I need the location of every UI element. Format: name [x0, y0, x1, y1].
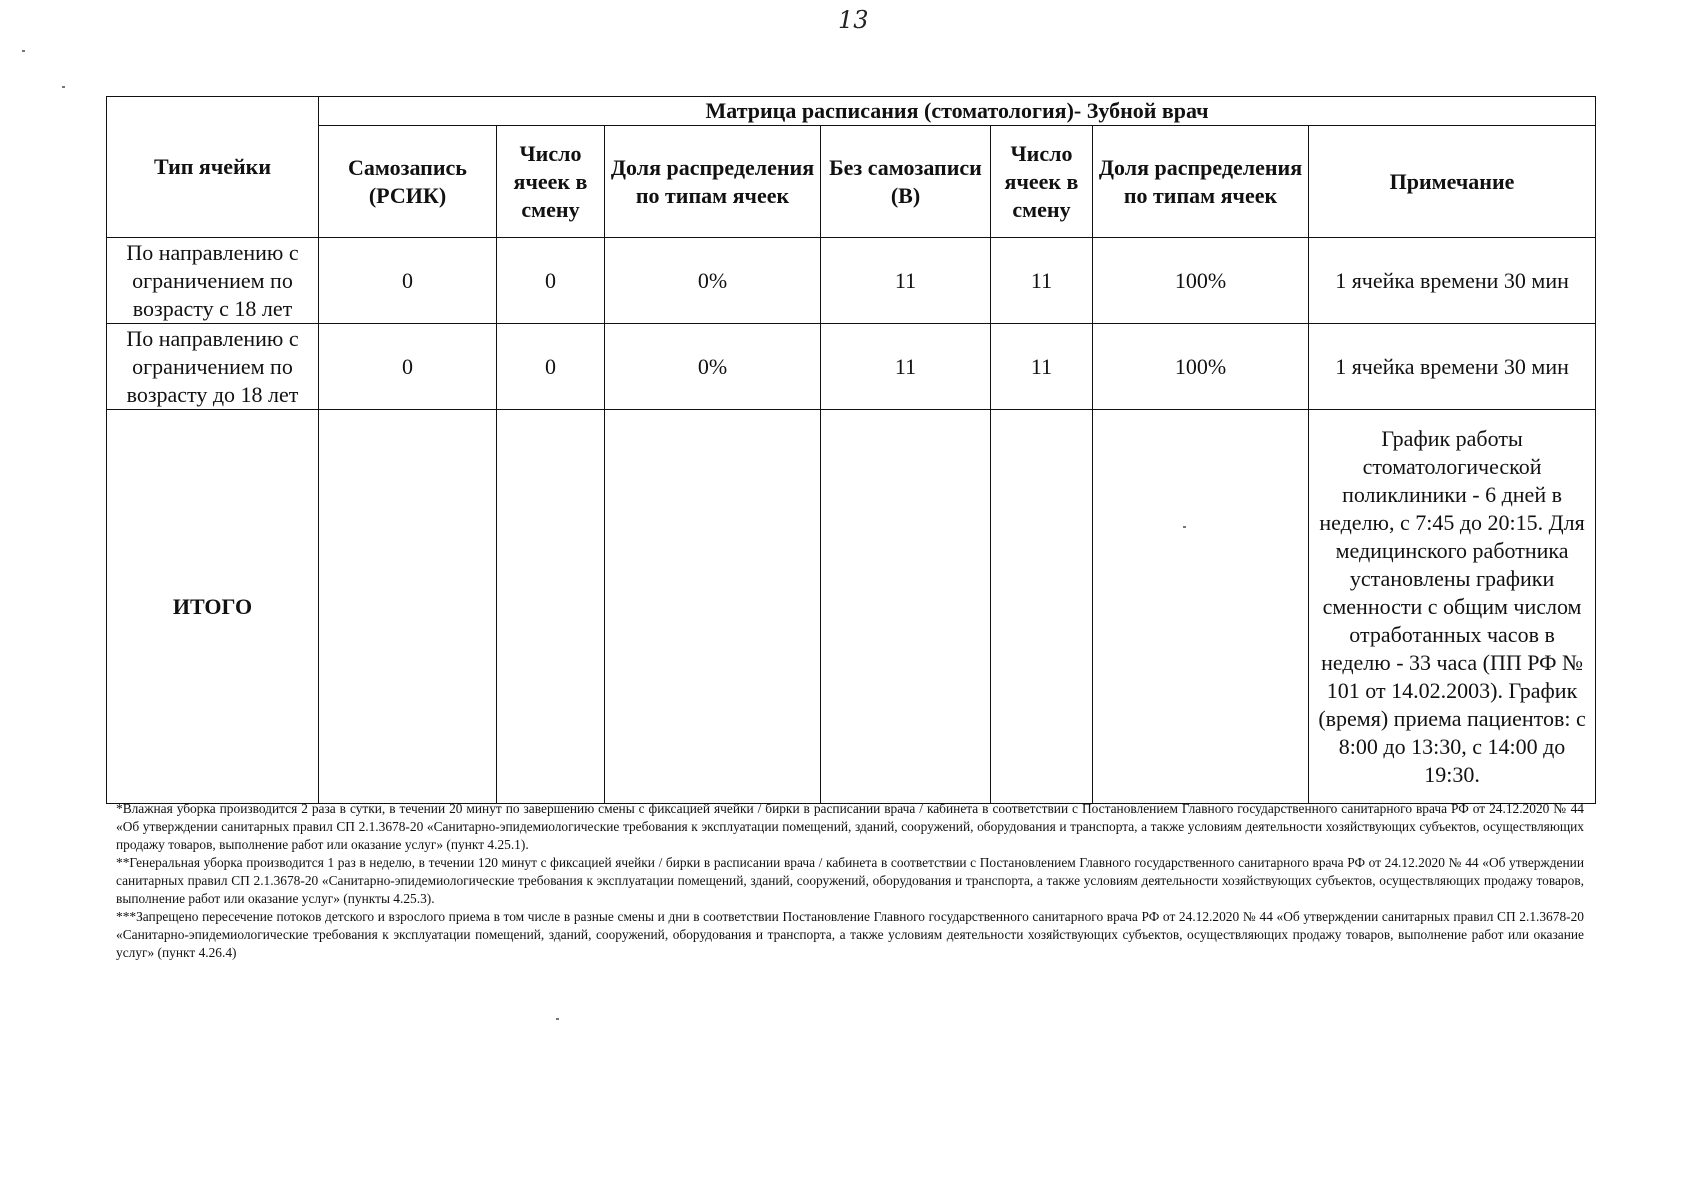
scan-speck — [1183, 526, 1186, 528]
page-number: 13 — [838, 6, 869, 34]
table-cell: 11 — [991, 238, 1093, 324]
column-header: Доля распределения по типам ячеек — [605, 126, 821, 238]
table-cell: 100% — [1093, 238, 1309, 324]
table-cell: 0% — [605, 238, 821, 324]
table-title: Матрица расписания (стоматология)- Зубной врач — [319, 97, 1596, 126]
column-header: Доля распределения по типам ячеек — [1093, 126, 1309, 238]
table-cell: 100% — [1093, 324, 1309, 410]
column-header: Самозапись (РСИК) — [319, 126, 497, 238]
table-row — [107, 238, 1596, 324]
row-type-header: Тип ячейки — [107, 97, 319, 238]
table-cell: 11 — [821, 238, 991, 324]
table-row — [107, 324, 1596, 410]
table-cell: 0 — [319, 324, 497, 410]
footnote: *Влажная уборка производится 2 раза в сутки, в течении 20 минут по завершению смены с фиксацией ячейки / бирки в расписании врача / кабинета в соответствии с Постановлением Главного государственного санитарного врача РФ от 24.12.2020 № 44 «Об утверждении санитарных правил СП 2.1.3678-20 «Санитарно-эпидемиологические требования к эксплуатации помещений, зданий, сооружений, оборудования и транспорта, а также условиям деятельности хозяйствующих субъектов, осуществляющих продажу товаров, выполнение работ или оказание услуг» (пункт 4.25.1). — [116, 801, 1584, 852]
row-type-cell: По направлению с ограничением по возрасту до 18 лет — [107, 324, 319, 410]
scan-speck — [62, 86, 65, 88]
table-cell: 0 — [497, 324, 605, 410]
column-header: Без самозаписи (В) — [821, 126, 991, 238]
empty-cell — [497, 410, 605, 804]
empty-cell — [991, 410, 1093, 804]
empty-cell — [1093, 410, 1309, 804]
table-cell: 0 — [497, 238, 605, 324]
row-type-cell: По направлению с ограничением по возрасту с 18 лет — [107, 238, 319, 324]
footnote: ***Запрещено пересечение потоков детского и взрослого приема в том числе в разные смены и дни в соответствии Постановление Главного государственного санитарного врача РФ от 24.12.2020 № 44 «Об утверждении санитарных правил СП 2.1.3678-20 «Санитарно-эпидемиологические требования к эксплуатации помещений, зданий, сооружений, оборудования и транспорта, а также условиям деятельности хозяйствующих субъектов, осуществляющих продажу товаров, выполнение работ или оказание услуг» (пункт 4.26.4) — [116, 909, 1584, 960]
empty-cell — [821, 410, 991, 804]
footnote: **Генеральная уборка производится 1 раз в неделю, в течении 120 минут с фиксацией ячейки / бирки в расписании врача / кабинета в соответствии с Постановлением Главного государственного санитарного врача РФ от 24.12.2020 № 44 «Об утверждении санитарных правил СП 2.1.3678-20 «Санитарно-эпидемиологические требования к эксплуатации помещений, зданий, сооружений, оборудования и транспорта, а также условиям деятельности хозяйствующих субъектов, осуществляющих продажу товаров, выполнение работ или оказание услуг» (пункты 4.25.3). — [116, 855, 1584, 906]
note-cell: 1 ячейка времени 30 мин — [1309, 324, 1596, 410]
table-cell: 11 — [821, 324, 991, 410]
table-title-row — [107, 97, 1596, 126]
column-header-row — [107, 126, 1596, 238]
empty-cell — [319, 410, 497, 804]
schedule-matrix-table — [106, 96, 1596, 804]
column-header: Число ячеек в смену — [497, 126, 605, 238]
table-cell: 11 — [991, 324, 1093, 410]
column-header: Число ячеек в смену — [991, 126, 1093, 238]
note-cell: 1 ячейка времени 30 мин — [1309, 238, 1596, 324]
table-cell: 0% — [605, 324, 821, 410]
footnotes — [116, 800, 1584, 962]
total-row — [107, 410, 1596, 804]
table-cell: 0 — [319, 238, 497, 324]
scan-speck — [556, 1018, 559, 1020]
scan-speck — [22, 50, 25, 52]
total-note-cell: График работы стоматологической поликлиники - 6 дней в неделю, с 7:45 до 20:15. Для медицинского работника установлены графики сменности с общим числом отработанных часов в неделю - 33 часа (ПП РФ № 101 от 14.02.2003). График (время) приема пациентов: с 8:00 до 13:30, с 14:00 до 19:30. — [1309, 410, 1596, 804]
column-header: Примечание — [1309, 126, 1596, 238]
total-label: ИТОГО — [107, 410, 319, 804]
empty-cell — [605, 410, 821, 804]
